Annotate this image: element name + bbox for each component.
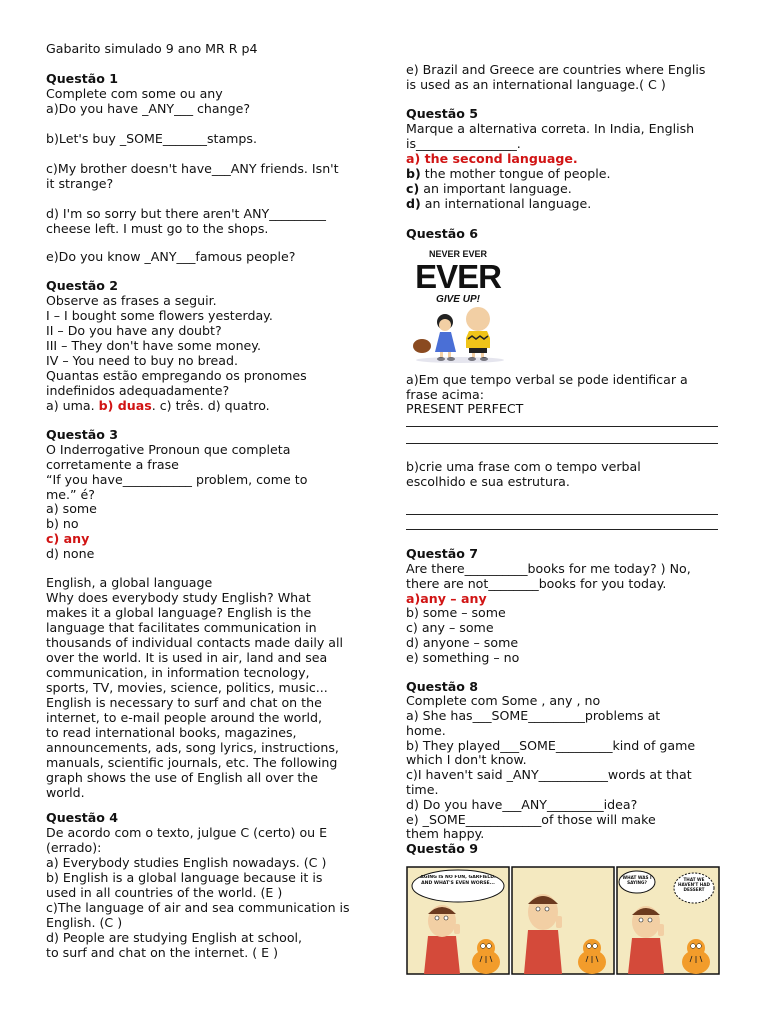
q5-option-b-label: b): [406, 166, 421, 181]
reading-text-line: language that facilitates communication in: [46, 620, 317, 635]
football-icon: [413, 339, 431, 353]
q2-option-c-d: . c) três. d) quatro.: [151, 398, 270, 413]
answer-line: [406, 514, 718, 515]
q8-line: which I don't know.: [406, 752, 527, 767]
q8-line: home.: [406, 723, 446, 738]
reading-text-line: over the world. It is used in air, land and sea: [46, 650, 328, 665]
q2-line-6: Quantas estão empregando os pronomes: [46, 368, 307, 383]
q8-line: a) She has___SOME_________problems at: [406, 708, 661, 723]
q4-line: c)The language of air and sea communication is: [46, 900, 350, 915]
question-3-title: Questão 3: [46, 427, 119, 442]
q2-line-7: indefinidos adequadamente?: [46, 383, 230, 398]
q5-option-b-text: the mother tongue of people.: [420, 166, 611, 181]
question-2-title: Questão 2: [46, 278, 119, 293]
answer-line: [406, 426, 718, 427]
q7-option-a-correct: a)any – any: [406, 591, 487, 606]
q5-option-c-label: c): [406, 181, 420, 196]
question-7-title: Questão 7: [406, 546, 479, 561]
reading-text-line: to read international books, magazines,: [46, 725, 297, 740]
q4-line: b) English is a global language because it is: [46, 870, 323, 885]
panel-1-speech: AGING IS NO FUN, GARFIELD. AND WHAT'S EVEN WORSE...: [420, 875, 496, 886]
answer-line: [406, 443, 718, 444]
q7-option-e: e) something – no: [406, 650, 520, 665]
jon-character-icon: [524, 894, 562, 974]
q5-option-a-correct: a) the second language.: [406, 151, 578, 166]
q2-line-5: IV – You need to buy no bread.: [46, 353, 238, 368]
q3-option-c-correct: c) any: [46, 531, 90, 546]
q8-line: time.: [406, 782, 439, 797]
question-9-title: Questão 9: [406, 841, 479, 856]
reading-text-line: thousands of individual contacts made daily all: [46, 635, 343, 650]
q3-option-a: a) some: [46, 501, 97, 516]
q8-line: d) Do you have___ANY_________idea?: [406, 797, 638, 812]
q5-option-d: [406, 196, 591, 211]
q4-line: to surf and chat on the internet. ( E ): [46, 945, 279, 960]
q3-line-3: “If you have___________ problem, come to: [46, 472, 308, 487]
q8-line: e) _SOME____________of those will make: [406, 812, 656, 827]
q1-intro: Complete com some ou any: [46, 86, 223, 101]
q6-answer: PRESENT PERFECT: [406, 401, 524, 416]
question-8-title: Questão 8: [406, 679, 479, 694]
reading-text-line: Why does everybody study English? What: [46, 590, 311, 605]
q1-item-b: b)Let's buy _SOME_______stamps.: [46, 131, 257, 146]
q4-line: d) People are studying English at school,: [46, 930, 303, 945]
q5-option-c-text: an important language.: [419, 181, 572, 196]
q6-item-b-line1: b)crie uma frase com o tempo verbal: [406, 459, 641, 474]
q6-item-a-line2: frase acima:: [406, 387, 485, 402]
q5-line-2: is________________.: [406, 136, 521, 151]
garfield-comic-strip: [406, 866, 720, 978]
comic-panel-2: [512, 867, 614, 974]
comic-panel-1: [407, 867, 509, 974]
q2-option-a: a) uma.: [46, 398, 99, 413]
q4-item-e-line1: e) Brazil and Greece are countries where Englis: [406, 62, 706, 77]
q7-option-b: b) some – some: [406, 605, 506, 620]
q4-line: (errado):: [46, 840, 102, 855]
q2-line-1: Observe as frases a seguir.: [46, 293, 217, 308]
reading-text-line: announcements, ads, song lyrics, instructions,: [46, 740, 339, 755]
picture-caption-top: NEVER EVER: [428, 249, 488, 259]
q7-line-1: Are there__________books for me today? ) No,: [406, 561, 691, 576]
question-1-title: Questão 1: [46, 71, 119, 86]
comic-panel-3: [617, 867, 719, 974]
q3-option-d: d) none: [46, 546, 95, 561]
q5-line-1: Marque a alternativa correta. In India, English: [406, 121, 695, 136]
q1-item-c-line2: it strange?: [46, 176, 114, 191]
question-6-title: Questão 6: [406, 226, 479, 241]
q8-line: c)I haven't said _ANY___________words at that: [406, 767, 692, 782]
q3-line-4: me.” é?: [46, 487, 95, 502]
reading-text-line: makes it a global language? English is the: [46, 605, 312, 620]
q2-line-4: III – They don't have some money.: [46, 338, 261, 353]
jon-character-icon: [424, 905, 460, 974]
boy-character-icon: [466, 307, 490, 361]
reading-text-line: manuals, scientific journals, etc. The following: [46, 755, 338, 770]
panel-3-speech-jon: WHAT WAS I SAYING?: [622, 875, 652, 885]
q1-item-c-line1: c)My brother doesn't have___ANY friends. Isn't: [46, 161, 339, 176]
q6-item-b-line2: escolhido e sua estrutura.: [406, 474, 570, 489]
document-header: Gabarito simulado 9 ano MR R p4: [46, 41, 258, 56]
q1-item-d-line1: d) I'm so sorry but there aren't ANY_________: [46, 206, 326, 221]
q2-line-3: II – Do you have any doubt?: [46, 323, 222, 338]
picture-caption-bottom: GIVE UP!: [436, 294, 480, 305]
q3-line-2: corretamente a frase: [46, 457, 179, 472]
q4-line: used in all countries of the world. (E ): [46, 885, 283, 900]
q8-line: b) They played___SOME_________kind of game: [406, 738, 696, 753]
question-5-title: Questão 5: [406, 106, 479, 121]
q8-line: them happy.: [406, 826, 485, 841]
q1-item-a: a)Do you have _ANY___ change?: [46, 101, 251, 116]
q2-line-2: I – I bought some flowers yesterday.: [46, 308, 273, 323]
q2-option-b-correct: b) duas: [98, 398, 152, 413]
never-ever-give-up-picture: [408, 246, 508, 364]
reading-text-line: communication, in information tecnology,: [46, 665, 310, 680]
q1-item-e: e)Do you know _ANY___famous people?: [46, 249, 296, 264]
q7-option-d: d) anyone – some: [406, 635, 519, 650]
q2-answer-options: [46, 398, 270, 413]
jon-character-icon: [628, 906, 664, 974]
panel-3-thought-garfield: THAT WE HAVEN'T HAD DESSERT: [678, 877, 710, 892]
q4-line: a) Everybody studies English nowadays. (C ): [46, 855, 327, 870]
reading-text-line: sports, TV, movies, science, politics, music...: [46, 680, 328, 695]
q5-option-c: [406, 181, 572, 196]
reading-text-line: graph shows the use of English all over the: [46, 770, 319, 785]
reading-text-line: internet, to e-mail people around the world,: [46, 710, 323, 725]
q4-line: De acordo com o texto, julgue C (certo) ou E: [46, 825, 328, 840]
q3-line-1: O Inderrogative Pronoun que completa: [46, 442, 291, 457]
question-4-title: Questão 4: [46, 810, 119, 825]
q1-item-d-line2: cheese left. I must go to the shops.: [46, 221, 269, 236]
reading-text-title: English, a global language: [46, 575, 213, 590]
q7-option-c: c) any – some: [406, 620, 494, 635]
q5-option-d-label: d): [406, 196, 421, 211]
q4-line: English. (C ): [46, 915, 123, 930]
q5-option-d-text: an international language.: [420, 196, 592, 211]
q5-option-b: [406, 166, 610, 181]
q8-line: Complete com Some , any , no: [406, 693, 601, 708]
girl-character-icon: [435, 314, 456, 361]
answer-line: [406, 529, 718, 530]
reading-text-line: world.: [46, 785, 85, 800]
reading-text-line: English is necessary to surf and chat on the: [46, 695, 322, 710]
q6-item-a-line1: a)Em que tempo verbal se pode identificar a: [406, 372, 688, 387]
picture-caption-ever: EVER: [415, 258, 501, 295]
q7-line-2: there are not________books for you today.: [406, 576, 667, 591]
q4-item-e-line2: is used as an international language.( C ): [406, 77, 666, 92]
q3-option-b: b) no: [46, 516, 79, 531]
